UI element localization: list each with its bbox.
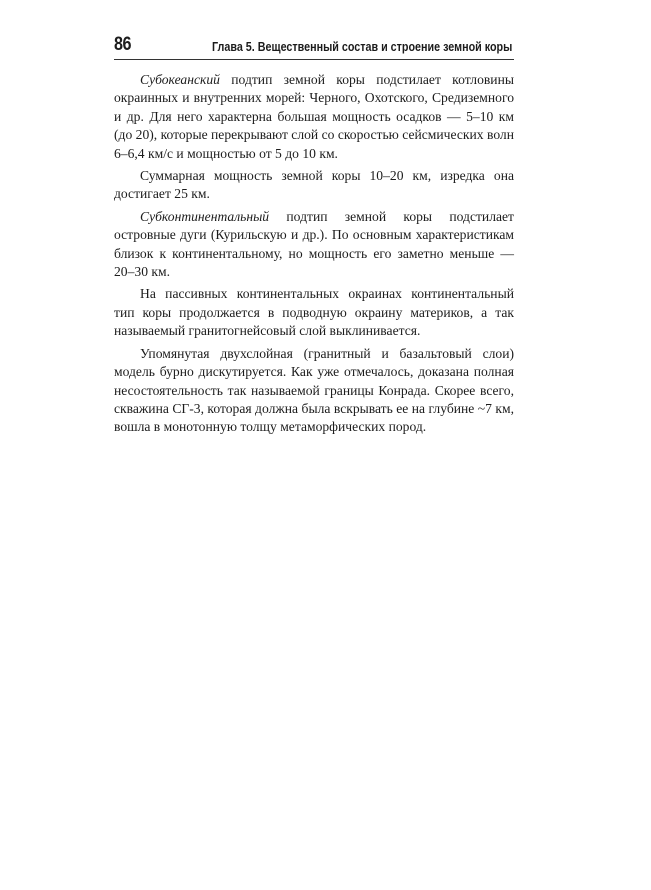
paragraph-suboceanic — [114, 71, 514, 163]
paragraph-two-layer-model — [114, 345, 514, 437]
term-suboceanic: Субокеанский — [140, 72, 220, 87]
page-number: 86 — [114, 34, 132, 55]
paragraph-text: Суммарная мощность земной коры 10–20 км, изредка она достигает 25 км. — [114, 168, 514, 202]
paragraph-text: Упомянутая двухслойная (гранитный и базальтовый слои) модель бурно дискутируется. Как уже отмечалось, доказана полная несостоятельность так называемой границы Конрада. Скорее всего, скважина СГ-3, которая должна была вскрывать ее на глубине ~7 км, вошла в монотонную толщу метаморфических пород. — [114, 345, 514, 435]
body-text — [114, 71, 514, 441]
paragraph-total-thickness — [114, 167, 514, 204]
header-rule — [114, 59, 514, 60]
paragraph-text: подтип земной коры подстилает котловины окраинных и внутренних морей: Черного, Охотского, Средиземного и др. Для него характерна большая мощность осадков — 5–10 км (до 20), которые перекрывают слой со скоростью сейсмических волн 6–6,4 км/с и мощностью от 5 до 10 км. — [114, 72, 514, 161]
term-subcontinental: Субконтинентальный — [140, 208, 270, 224]
paragraph-subcontinental — [114, 208, 514, 282]
paragraph-passive-margins — [114, 285, 514, 340]
paragraph-text: подтип земной коры подстилает островные дуги (Курильскую и др.). По основным характеристикам близок к континентальному, но мощность его заметно меньше — 20–30 км. — [114, 208, 514, 280]
running-title: Глава 5. Вещественный состав и строение земной коры — [212, 40, 513, 54]
paragraph-text: На пассивных континентальных окраинах континентальный тип коры продолжается в подводную окраину материков, а так называемый гранитогнейсовый слой выклинивается. — [114, 286, 514, 339]
